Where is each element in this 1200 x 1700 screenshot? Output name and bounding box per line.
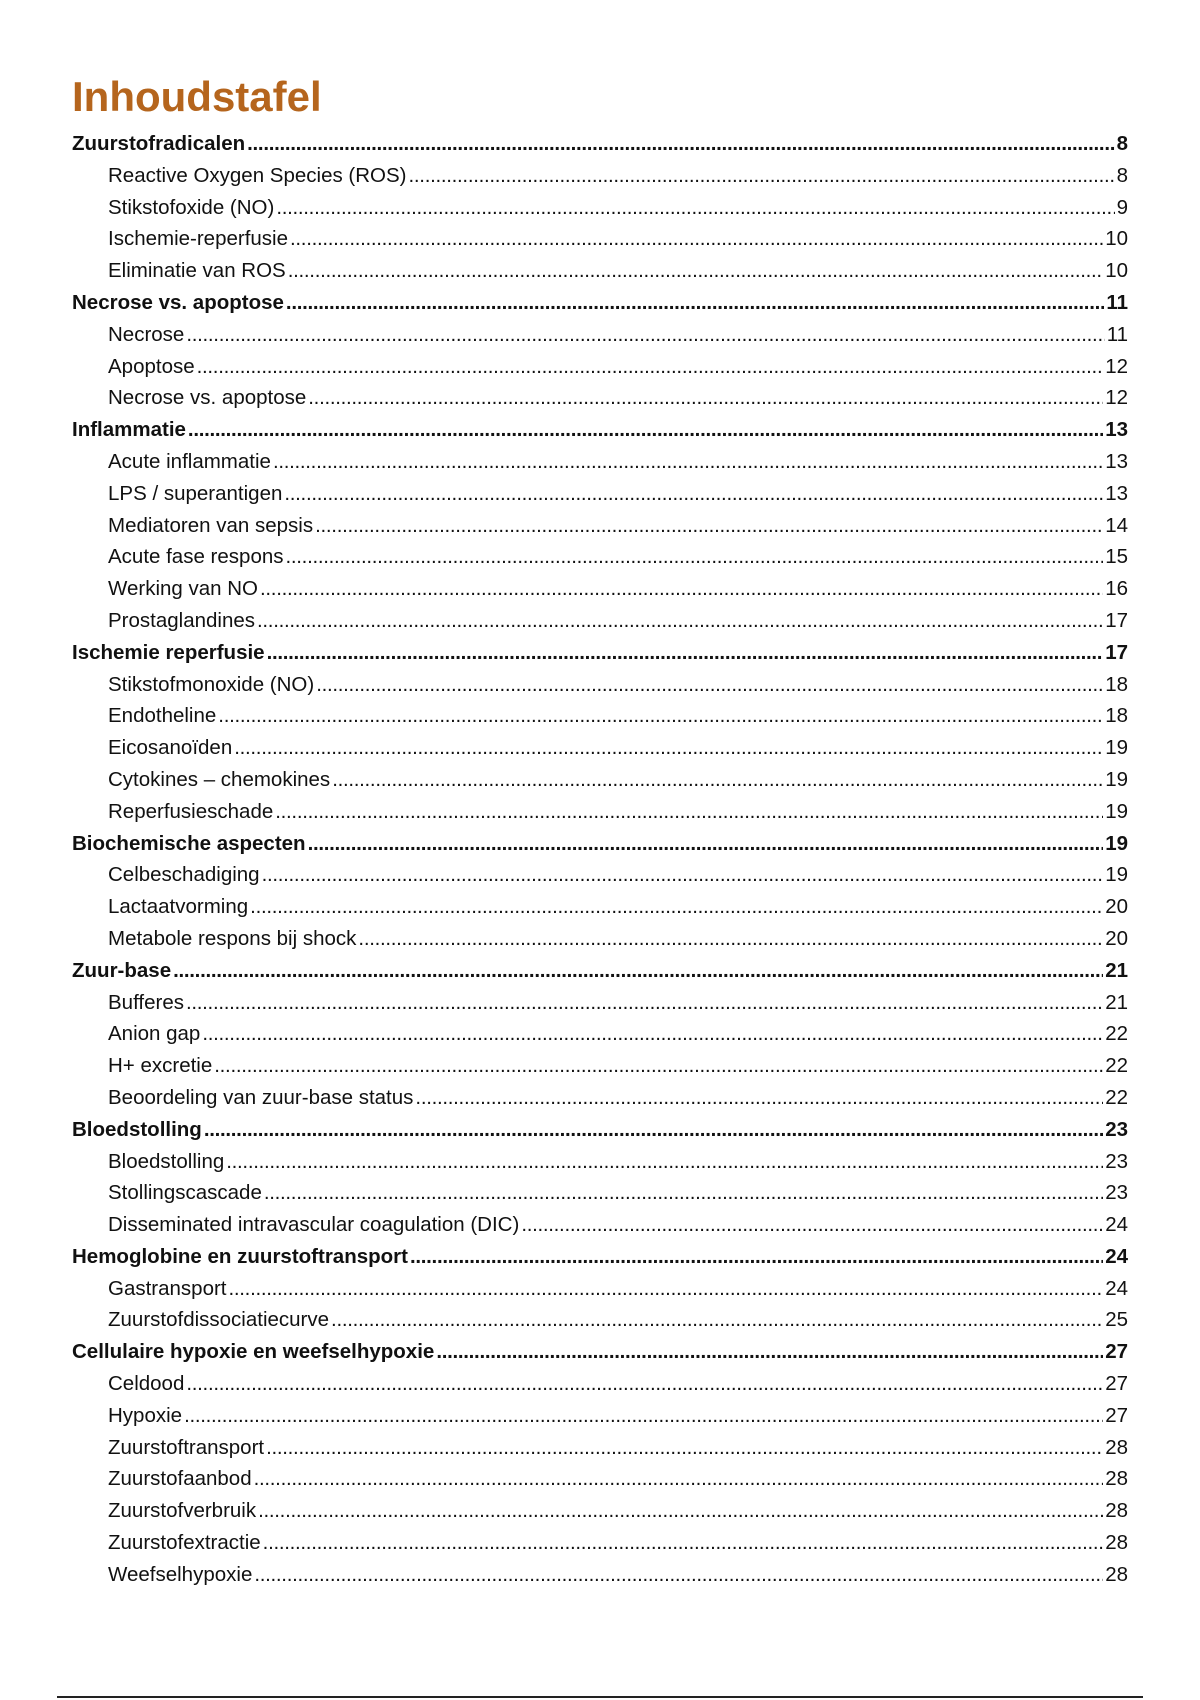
toc-dot-leader <box>234 736 1103 760</box>
toc-page-number: 20 <box>1105 895 1128 919</box>
toc-entry-title: Reperfusieschade <box>108 799 274 823</box>
toc-entry-title: Zuurstoftransport <box>108 1435 265 1459</box>
toc-page-number: 21 <box>1105 958 1128 982</box>
toc-entry-title: Apoptose <box>108 354 195 378</box>
toc-entry-title: Metabole respons bij shock <box>108 926 357 950</box>
toc-section-entry[interactable] <box>72 164 1128 196</box>
toc-dot-leader <box>286 545 1104 569</box>
toc-section-entry[interactable] <box>72 1404 1128 1436</box>
toc-section-entry[interactable] <box>72 1054 1128 1086</box>
toc-entry-title: Celdood <box>108 1372 185 1396</box>
toc-entry-title: Beoordeling van zuur-base status <box>108 1085 414 1109</box>
toc-page-number: 13 <box>1105 449 1128 473</box>
toc-section-entry[interactable] <box>72 1086 1128 1118</box>
toc-entry-title: Necrose vs. apoptose <box>72 290 284 314</box>
toc-entry-title: Mediatoren van sepsis <box>108 513 314 537</box>
toc-section-entry[interactable] <box>72 673 1128 705</box>
toc-page-number: 27 <box>1105 1372 1128 1396</box>
toc-section-entry[interactable] <box>72 991 1128 1023</box>
toc-chapter-entry[interactable] <box>72 641 1128 673</box>
toc-section-entry[interactable] <box>72 227 1128 259</box>
toc-section-entry[interactable] <box>72 1213 1128 1245</box>
toc-page-number: 19 <box>1105 831 1128 855</box>
toc-page-number: 8 <box>1116 163 1128 187</box>
toc-dot-leader <box>254 1467 1104 1491</box>
toc-dot-leader <box>264 1181 1103 1205</box>
toc-chapter-entry[interactable] <box>72 959 1128 991</box>
toc-section-entry[interactable] <box>72 386 1128 418</box>
toc-dot-leader <box>436 1340 1103 1364</box>
toc-dot-leader <box>247 132 1114 156</box>
toc-entry-title: Bloedstolling <box>72 1117 202 1141</box>
toc-dot-leader <box>214 1054 1103 1078</box>
toc-section-entry[interactable] <box>72 1372 1128 1404</box>
toc-page-number: 16 <box>1105 577 1128 601</box>
toc-section-entry[interactable] <box>72 927 1128 959</box>
toc-page-number: 28 <box>1105 1562 1128 1586</box>
toc-section-entry[interactable] <box>72 1563 1128 1595</box>
toc-page-number: 23 <box>1105 1117 1128 1141</box>
toc-page-number: 24 <box>1105 1276 1128 1300</box>
toc-dot-leader <box>267 641 1104 665</box>
toc-section-entry[interactable] <box>72 1499 1128 1531</box>
toc-dot-leader <box>202 1022 1103 1046</box>
toc-dot-leader <box>186 991 1103 1015</box>
toc-page-number: 28 <box>1105 1467 1128 1491</box>
toc-entry-title: Biochemische aspecten <box>72 831 306 855</box>
toc-dot-leader <box>197 355 1104 379</box>
toc-entry-title: Disseminated intravascular coagulation (DIC) <box>108 1213 520 1237</box>
toc-chapter-entry[interactable] <box>72 832 1128 864</box>
toc-dot-leader <box>263 1531 1104 1555</box>
toc-section-entry[interactable] <box>72 800 1128 832</box>
toc-page-number: 19 <box>1105 736 1128 760</box>
toc-section-entry[interactable] <box>72 577 1128 609</box>
toc-page-number: 22 <box>1105 1022 1128 1046</box>
toc-page-number: 25 <box>1105 1308 1128 1332</box>
toc-page-number: 22 <box>1105 1054 1128 1078</box>
toc-dot-leader <box>410 1245 1103 1269</box>
toc-dot-leader <box>276 196 1114 220</box>
toc-page-number: 27 <box>1105 1403 1128 1427</box>
toc-section-entry[interactable] <box>72 895 1128 927</box>
toc-page-number: 18 <box>1105 704 1128 728</box>
toc-chapter-entry[interactable] <box>72 1245 1128 1277</box>
document-page <box>72 70 1128 1595</box>
toc-dot-leader <box>260 577 1103 601</box>
toc-entry-title: Weefselhypoxie <box>108 1562 253 1586</box>
toc-dot-leader <box>186 1372 1103 1396</box>
toc-section-entry[interactable] <box>72 323 1128 355</box>
toc-page-number: 10 <box>1105 227 1128 251</box>
toc-dot-leader <box>257 609 1103 633</box>
toc-dot-leader <box>308 386 1103 410</box>
toc-page-number: 19 <box>1105 863 1128 887</box>
toc-chapter-entry[interactable] <box>72 132 1128 164</box>
toc-entry-title: Reactive Oxygen Species (ROS) <box>108 163 407 187</box>
toc-entry-title: Zuurstofaanbod <box>108 1467 252 1491</box>
toc-chapter-entry[interactable] <box>72 1340 1128 1372</box>
toc-page-number: 20 <box>1105 926 1128 950</box>
toc-page-number: 27 <box>1105 1340 1128 1364</box>
toc-dot-leader <box>290 227 1103 251</box>
toc-entry-title: Zuurstofverbruik <box>108 1499 257 1523</box>
toc-dot-leader <box>275 800 1103 824</box>
toc-section-entry[interactable] <box>72 736 1128 768</box>
toc-page-number: 13 <box>1105 481 1128 505</box>
toc-dot-leader <box>521 1213 1103 1237</box>
toc-section-entry[interactable] <box>72 1467 1128 1499</box>
toc-entry-title: Eliminatie van ROS <box>108 259 286 283</box>
toc-entry-title: Zuurstofradicalen <box>72 132 246 155</box>
toc-section-entry[interactable] <box>72 259 1128 291</box>
toc-section-entry[interactable] <box>72 1022 1128 1054</box>
toc-dot-leader <box>186 323 1104 347</box>
toc-entry-title: Cytokines – chemokines <box>108 767 331 791</box>
toc-page-number: 28 <box>1105 1435 1128 1459</box>
toc-entry-title: Stollingscascade <box>108 1181 262 1205</box>
toc-entry-title: Bloedstolling <box>108 1149 225 1173</box>
toc-entry-title: H+ excretie <box>108 1054 213 1078</box>
toc-dot-leader <box>288 259 1103 283</box>
toc-page-number: 11 <box>1106 322 1128 346</box>
toc-chapter-entry[interactable] <box>72 418 1128 450</box>
toc-entry-title: Acute inflammatie <box>108 449 271 473</box>
toc-dot-leader <box>184 1404 1103 1428</box>
toc-dot-leader <box>316 673 1103 697</box>
toc-entry-title: Bufferes <box>108 990 184 1014</box>
toc-dot-leader <box>284 482 1103 506</box>
toc-page-number: 8 <box>1116 132 1128 155</box>
toc-page-number: 28 <box>1105 1499 1128 1523</box>
toc-section-entry[interactable] <box>72 545 1128 577</box>
toc-entry-title: Zuur-base <box>72 958 172 982</box>
toc-page-number: 11 <box>1106 290 1128 314</box>
toc-entry-title: Eicosanoïden <box>108 736 233 760</box>
toc-page-number: 19 <box>1105 799 1128 823</box>
toc-section-entry[interactable] <box>72 1436 1128 1468</box>
toc-page-number: 14 <box>1105 513 1128 537</box>
toc-entry-title: Stikstofmonoxide (NO) <box>108 672 315 696</box>
toc-section-entry[interactable] <box>72 1531 1128 1563</box>
toc-page-number: 22 <box>1105 1085 1128 1109</box>
toc-dot-leader <box>266 1436 1103 1460</box>
toc-page-number: 19 <box>1105 767 1128 791</box>
toc-dot-leader <box>258 1499 1103 1523</box>
toc-entry-title: Prostaglandines <box>108 608 256 632</box>
toc-entry-title: Lactaatvorming <box>108 895 249 919</box>
toc-entry-title: Inflammatie <box>72 418 186 442</box>
toc-page-number: 17 <box>1105 608 1128 632</box>
toc-dot-leader <box>286 291 1104 315</box>
toc-dot-leader <box>173 959 1103 983</box>
toc-entry-title: Acute fase respons <box>108 545 284 569</box>
toc-entry-title: Ischemie-reperfusie <box>108 227 289 251</box>
toc-section-entry[interactable] <box>72 196 1128 228</box>
toc-entry-title: Werking van NO <box>108 577 259 601</box>
toc-dot-leader <box>331 1308 1103 1332</box>
toc-page-number: 12 <box>1105 386 1128 410</box>
toc-section-entry[interactable] <box>72 1277 1128 1309</box>
footer-divider <box>57 1696 1143 1698</box>
toc-entry-title: Hypoxie <box>108 1403 183 1427</box>
toc-entry-title: Necrose vs. apoptose <box>108 386 307 410</box>
toc-page-number: 15 <box>1105 545 1128 569</box>
toc-chapter-entry[interactable] <box>72 1118 1128 1150</box>
toc-section-entry[interactable] <box>72 482 1128 514</box>
toc-section-entry[interactable] <box>72 1308 1128 1340</box>
toc-entry-title: Zuurstofdissociatiecurve <box>108 1308 330 1332</box>
toc-page-number: 23 <box>1105 1181 1128 1205</box>
toc-dot-leader <box>308 832 1104 856</box>
toc-entry-title: Necrose <box>108 322 185 346</box>
toc-section-entry[interactable] <box>72 1181 1128 1213</box>
toc-entry-title: Celbeschadiging <box>108 863 260 887</box>
toc-entry-title: Cellulaire hypoxie en weefselhypoxie <box>72 1340 435 1364</box>
toc-dot-leader <box>226 1150 1103 1174</box>
toc-dot-leader <box>254 1563 1103 1587</box>
toc-section-entry[interactable] <box>72 609 1128 641</box>
toc-page-number: 17 <box>1105 640 1128 664</box>
toc-entry-title: Hemoglobine en zuurstoftransport <box>72 1244 408 1268</box>
toc-dot-leader <box>273 450 1103 474</box>
toc-dot-leader <box>250 895 1103 919</box>
toc-dot-leader <box>409 164 1115 188</box>
toc-dot-leader <box>358 927 1103 951</box>
toc-dot-leader <box>218 704 1103 728</box>
toc-page-number: 13 <box>1105 418 1128 442</box>
toc-dot-leader <box>204 1118 1103 1142</box>
toc-page-number: 21 <box>1105 990 1128 1014</box>
toc-page-number: 28 <box>1105 1531 1128 1555</box>
toc-page-number: 24 <box>1105 1244 1128 1268</box>
toc-page-number: 24 <box>1105 1213 1128 1237</box>
toc-entry-title: Ischemie reperfusie <box>72 640 265 664</box>
toc-dot-leader <box>229 1277 1104 1301</box>
toc-chapter-entry[interactable] <box>72 291 1128 323</box>
toc-entry-title: Zuurstofextractie <box>108 1531 261 1555</box>
toc-section-entry[interactable] <box>72 1150 1128 1182</box>
page-title: Inhoudstafel <box>72 73 322 120</box>
toc-section-entry[interactable] <box>72 355 1128 387</box>
toc-dot-leader <box>188 418 1103 442</box>
toc-page-number: 23 <box>1105 1149 1128 1173</box>
toc-section-entry[interactable] <box>72 768 1128 800</box>
toc-page-number: 10 <box>1105 259 1128 283</box>
toc-page-number: 12 <box>1105 354 1128 378</box>
toc-page-number: 18 <box>1105 672 1128 696</box>
toc-entry-title: LPS / superantigen <box>108 481 283 505</box>
toc-dot-leader <box>262 863 1104 887</box>
toc-entry-title: Stikstofoxide (NO) <box>108 195 275 219</box>
toc-page-number: 9 <box>1116 195 1128 219</box>
toc-section-entry[interactable] <box>72 514 1128 546</box>
toc-section-entry[interactable] <box>72 450 1128 482</box>
toc-section-entry[interactable] <box>72 863 1128 895</box>
toc-entry-title: Anion gap <box>108 1022 201 1046</box>
toc-dot-leader <box>415 1086 1103 1110</box>
toc-dot-leader <box>315 514 1103 538</box>
table-of-contents <box>72 132 1128 1595</box>
toc-entry-title: Endotheline <box>108 704 217 728</box>
toc-dot-leader <box>332 768 1103 792</box>
toc-entry-title: Gastransport <box>108 1276 227 1300</box>
toc-section-entry[interactable] <box>72 704 1128 736</box>
